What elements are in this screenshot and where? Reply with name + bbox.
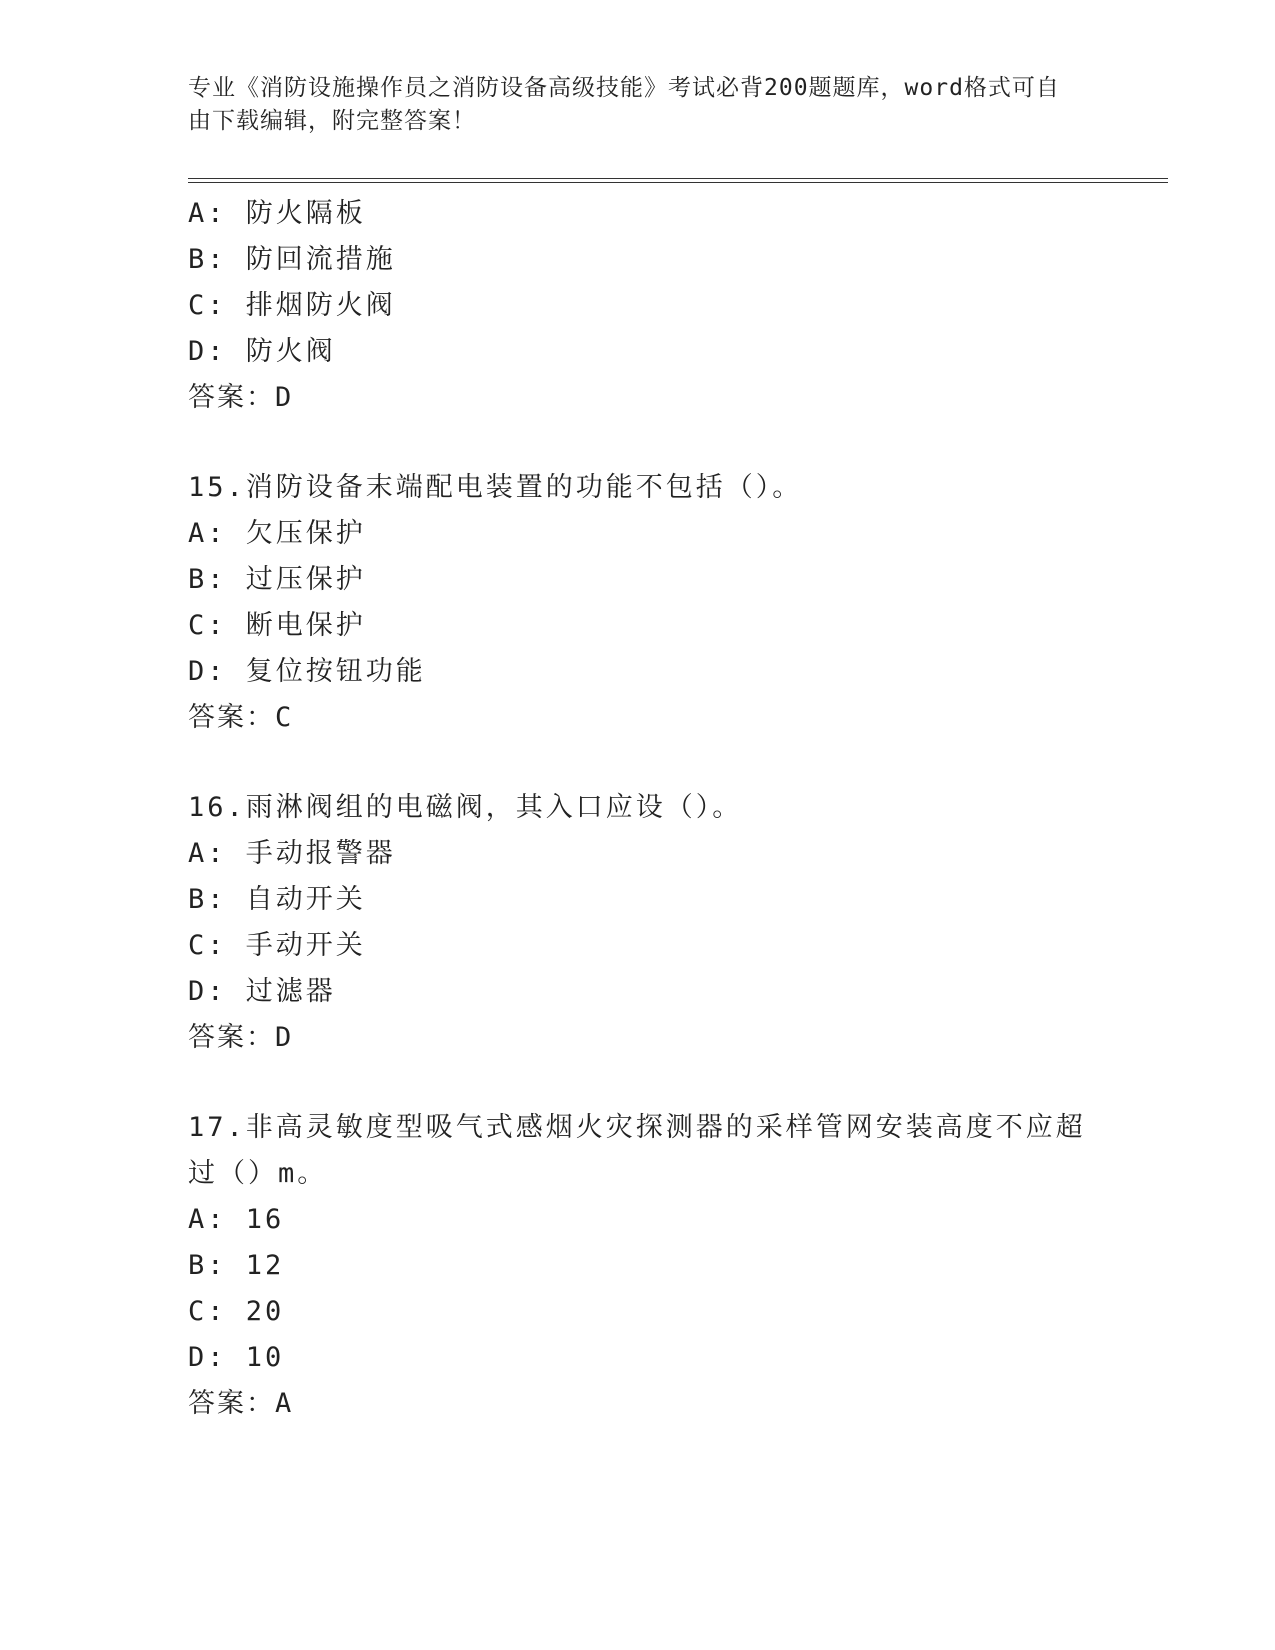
option-a: A: 欠压保护 bbox=[188, 518, 366, 549]
question-block-17 bbox=[188, 1105, 1168, 1427]
option-b: B: 自动开关 bbox=[188, 884, 366, 915]
option-c: C: 排烟防火阀 bbox=[188, 290, 396, 321]
question-block-15 bbox=[188, 465, 1168, 741]
option-d: D: 复位按钮功能 bbox=[188, 656, 426, 687]
option-b: B: 过压保护 bbox=[188, 564, 366, 595]
question-text: 15.消防设备末端配电装置的功能不包括（）。 bbox=[188, 472, 803, 503]
option-c: C: 手动开关 bbox=[188, 930, 366, 961]
question-list bbox=[188, 191, 1168, 1427]
option-b: B: 12 bbox=[188, 1250, 285, 1281]
question-text: 17.非高灵敏度型吸气式感烟火灾探测器的采样管网安装高度不应超过（）m。 bbox=[188, 1112, 1086, 1189]
answer-line: 答案：C bbox=[188, 702, 294, 733]
option-c: C: 20 bbox=[188, 1296, 285, 1327]
option-c: C: 断电保护 bbox=[188, 610, 366, 641]
option-d: D: 过滤器 bbox=[188, 976, 336, 1007]
option-a: A: 防火隔板 bbox=[188, 198, 366, 229]
answer-line: 答案：D bbox=[188, 382, 294, 413]
question-text: 16.雨淋阀组的电磁阀，其入口应设（）。 bbox=[188, 792, 743, 823]
option-d: D: 防火阀 bbox=[188, 336, 336, 367]
question-block-14 bbox=[188, 191, 1168, 421]
question-block-16 bbox=[188, 785, 1168, 1061]
page-header: 专业《消防设施操作员之消防设备高级技能》考试必背200题题库，word格式可自由下载编辑，附完整答案！ bbox=[188, 75, 1060, 134]
document-page bbox=[188, 72, 1168, 1427]
option-a: A: 16 bbox=[188, 1204, 285, 1235]
header-double-rule bbox=[188, 178, 1168, 183]
option-a: A: 手动报警器 bbox=[188, 838, 396, 869]
answer-line: 答案：A bbox=[188, 1388, 294, 1419]
option-d: D: 10 bbox=[188, 1342, 285, 1373]
answer-line: 答案：D bbox=[188, 1022, 294, 1053]
option-b: B: 防回流措施 bbox=[188, 244, 396, 275]
